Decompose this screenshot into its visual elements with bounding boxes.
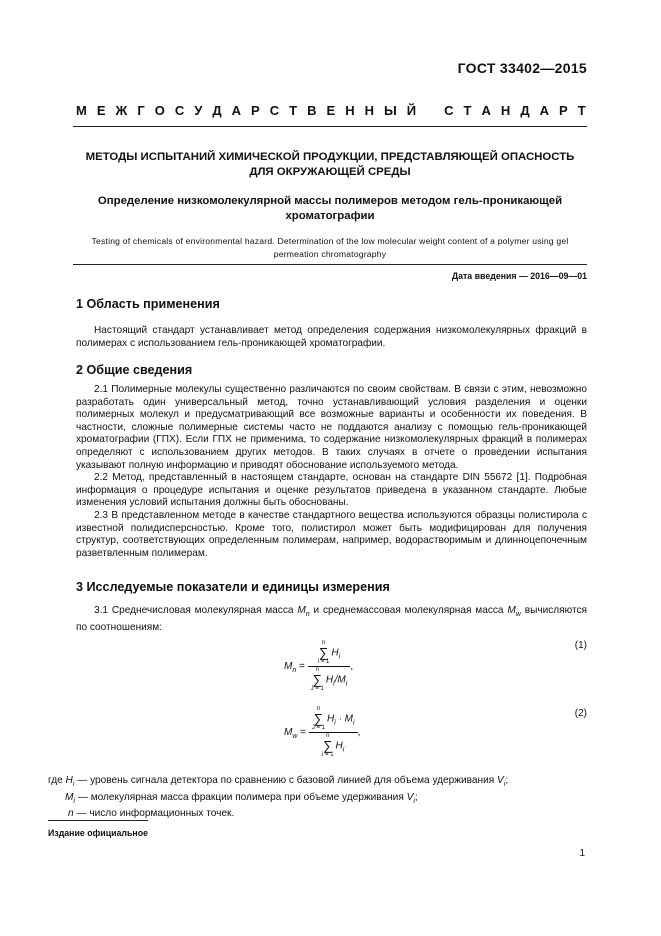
interstate-letter: Т <box>577 103 586 118</box>
legend-row-m: $M_i$ — молекулярная масса фракции полимера при объеме удерживания $V_i$; <box>65 791 418 805</box>
header-rule <box>73 126 587 127</box>
section-2-heading: 2 Общие сведения <box>76 363 193 377</box>
paragraph-3-1: 3.1 Среднечисловая молекулярная масса $M_n$ и среднемассовая молекулярная масса $M_w$ вычисляются по соотношениям: <box>76 605 588 633</box>
interstate-letter: А <box>539 103 549 118</box>
interstate-letter: М <box>76 103 87 118</box>
title-subtitle: Определение низкомолекулярной массы полимеров методом гель-проникающей хроматографии <box>97 195 563 222</box>
word-gap <box>426 103 434 118</box>
interstate-letter: Д <box>520 103 530 118</box>
legend-row-h: где $H_i$ — уровень сигнала детектора по сравнению с базовой линией для объема удерживания $V_i$; <box>48 775 509 789</box>
interstate-letter: Т <box>289 103 298 118</box>
footer-rule <box>48 820 148 821</box>
edition-label: Издание официальное <box>48 828 148 838</box>
interstate-letter: Ы <box>384 103 397 118</box>
equation-1-number: (1) <box>574 640 587 651</box>
interstate-letter: Й <box>406 103 417 118</box>
section-1-text: Настоящий стандарт устанавливает метод определения содержания низкомолекулярных фракций в полимерах с использованием гель-проникающей хроматографии. <box>76 325 587 349</box>
page-number: 1 <box>579 848 585 859</box>
formula-2: $M_w$ = n ∑ J = 1 $H_i \cdot M_i$ n ∑ i = 1 $H_i$ , <box>284 706 361 758</box>
gost-number: ГОСТ 33402—2015 <box>457 60 587 76</box>
interstate-letter: Е <box>326 103 336 118</box>
interstate-letter: С <box>174 103 185 118</box>
section-1-heading: 1 Область применения <box>76 297 220 311</box>
formula-legend <box>48 775 588 821</box>
interstate-letter: Н <box>500 103 511 118</box>
introduction-date: Дата введения — 2016—09—01 <box>451 271 587 281</box>
interstate-letter: Р <box>559 103 568 118</box>
interstate-letter: Г <box>137 103 145 118</box>
paragraph-2-1: 2.1 Полимерные молекулы существенно различаются по своим свойствам. В связи с этим, невозможно разработать один универсальный метод, точно устанавливающий условия разделения и оценки полимерных молекул и предусматривающий все возможные варианты и особенности их поведения. В частности, сложные полимерные системы часто не поддаются анализу с помощью гель-проникающей хроматографии (ГПХ). Если ГПХ не применима, то содержание низкомолекулярных фракций в полимерах определяют с использованием других методов. В таких случаях в отчете о проведении испытания указывают полную информацию и приводят обоснование используемого метода. <box>76 384 587 471</box>
interstate-letter: А <box>231 103 242 118</box>
interstate-letter: Е <box>96 103 106 118</box>
interstate-letter: В <box>307 103 317 118</box>
interstate-letter: Н <box>364 103 374 118</box>
legend-row-n: n — число информационных точек. <box>68 808 235 820</box>
interstate-letter: У <box>194 103 203 118</box>
interstate-letter: Д <box>212 103 222 118</box>
equation-2-number: (2) <box>574 708 587 719</box>
formula-1: $M_n$ = n ∑ i = 1 $H_i$ n ∑ J = 1 $H_i/M_i$ , <box>284 640 354 692</box>
interstate-letter: А <box>481 103 491 118</box>
interstate-letter: Т <box>463 103 472 118</box>
interstate-letter: С <box>269 103 280 118</box>
section-3-heading: 3 Исследуемые показатели и единицы измерения <box>76 580 390 594</box>
title-rule <box>73 264 587 265</box>
interstate-letter: Н <box>345 103 355 118</box>
title-main: МЕТОДЫ ИСПЫТАНИЙ ХИМИЧЕСКОЙ ПРОДУКЦИИ, ПРЕДСТАВЛЯЮЩЕЙ ОПАСНОСТЬ ДЛЯ ОКРУЖАЮЩЕЙ СРЕДЫ <box>85 151 575 178</box>
interstate-letter: Р <box>251 103 260 118</box>
paragraph-2-2: 2.2 Метод, представленный в настоящем стандарте, основан на стандарте DIN 55672 [1]. Подробная информация о процедуре испытания и оценке результатов приведена в указанном стандарте. Любые изменения условий испытания должны быть обоснованы. <box>76 472 587 509</box>
interstate-standard-heading <box>76 103 586 118</box>
title-english: Testing of chemicals of environmental hazard. Determination of the low molecular weight content of a polymer using gel permeation chromatography <box>91 236 569 259</box>
interstate-letter: Ж <box>115 103 128 118</box>
interstate-letter: О <box>154 103 165 118</box>
interstate-letter: С <box>444 103 454 118</box>
section-2-text <box>76 384 587 560</box>
paragraph-2-3: 2.3 В представленном методе в качестве стандартного вещества используются образцы полистирола с известной полидисперсностью. Кроме того, полистирол может быть модифицирован для получения структур, соответствующих определенным полимерам, например, водорастворимым и длинноцепочечным разветвленным полимерам. <box>76 509 587 559</box>
section-3-text <box>76 605 587 634</box>
